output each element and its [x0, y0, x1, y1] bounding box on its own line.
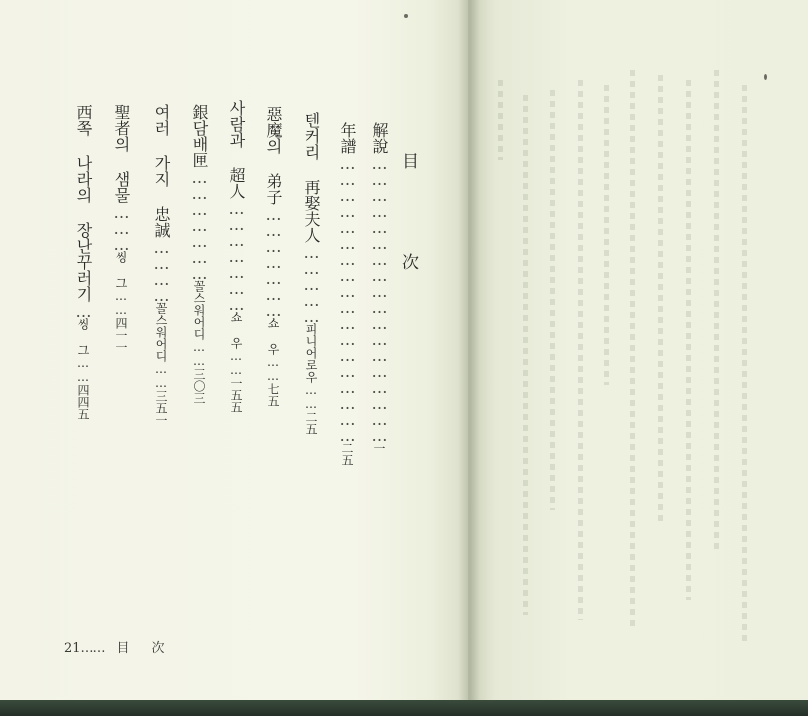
- toc-entry: [110, 104, 133, 353]
- entry-leader-dots: ………………………………………………: [370, 154, 389, 442]
- bleed-through-text: [686, 80, 691, 600]
- entry-page-number: ……三五一: [154, 362, 168, 426]
- entry-title: 聖者의 샘물: [112, 104, 131, 203]
- entry-leader-dots: ……………: [302, 243, 321, 323]
- bleed-through-text: [604, 85, 609, 385]
- entry-author: 쇼 우: [229, 311, 243, 349]
- book-cover-edge: [0, 700, 808, 716]
- entry-page-number: 一: [372, 442, 386, 454]
- ink-speck: [404, 14, 408, 18]
- bleed-through-text: [498, 80, 503, 160]
- entry-page-number: ……三〇三: [192, 340, 206, 404]
- entry-page-number: ……一五五: [229, 349, 243, 413]
- entry-author: 꼴스워어디: [192, 280, 206, 340]
- entry-title: 사람과 超人: [227, 100, 246, 199]
- bleed-through-text: [714, 70, 719, 550]
- toc-entry: [300, 112, 323, 435]
- toc-entry: [336, 122, 359, 466]
- bleed-through-text: [523, 95, 528, 615]
- entry-page-number: 二五: [340, 442, 354, 466]
- entry-author: 씽 그: [76, 318, 90, 356]
- entry-author: 꼴스워어디: [154, 302, 168, 362]
- entry-title: 여러 가지 忠誠: [152, 104, 171, 238]
- entry-author: 피니어로우: [304, 323, 318, 383]
- entry-leader-dots: …………………: [227, 199, 246, 311]
- entry-title: 텐커리 再娶夫人: [302, 112, 321, 243]
- right-page: [468, 0, 808, 700]
- entry-title: 銀담배匣: [190, 104, 209, 168]
- entry-page-number: ……四四五: [76, 356, 90, 420]
- entry-leader-dots: …………: [152, 238, 171, 302]
- bleed-through-text: [630, 70, 635, 630]
- toc-entry: [188, 104, 211, 404]
- toc-entry: [150, 104, 173, 426]
- bleed-through-text: [550, 90, 555, 510]
- entry-title: 惡魔의 弟子: [264, 106, 283, 205]
- book-gutter: [458, 0, 480, 700]
- entry-page-number: ……四一一: [114, 289, 128, 353]
- page-footer: [64, 637, 187, 656]
- entry-leader-dots: …: [74, 302, 93, 318]
- ink-speck: [764, 74, 767, 80]
- entry-leader-dots: ………………………………………………: [338, 154, 357, 442]
- entry-leader-dots: …………………: [190, 168, 209, 280]
- toc-entry: [368, 122, 391, 454]
- footer-running-title: 目次: [116, 641, 187, 656]
- bleed-through-text: [578, 80, 583, 620]
- toc-title: 目 次: [398, 152, 418, 302]
- toc-entry: [262, 106, 285, 407]
- entry-title: 解說: [370, 122, 389, 154]
- entry-leader-dots: ………: [112, 203, 131, 251]
- entry-page-number: ……七五: [266, 355, 280, 407]
- toc-entry: [225, 100, 248, 413]
- entry-title: 年譜: [338, 122, 357, 154]
- entry-author: 씽 그: [114, 251, 128, 289]
- entry-page-number: ……二五: [304, 383, 318, 435]
- toc-entry: [72, 104, 95, 420]
- footer-page-number: 21: [64, 641, 81, 656]
- entry-author: 쇼 우: [266, 317, 280, 355]
- entry-title: 西쪽 나라의 장난꾸러기: [74, 104, 93, 302]
- bleed-through-text: [742, 85, 747, 645]
- bleed-through-text: [658, 75, 663, 525]
- entry-leader-dots: …………………: [264, 205, 283, 317]
- footer-dots: ……: [80, 641, 105, 656]
